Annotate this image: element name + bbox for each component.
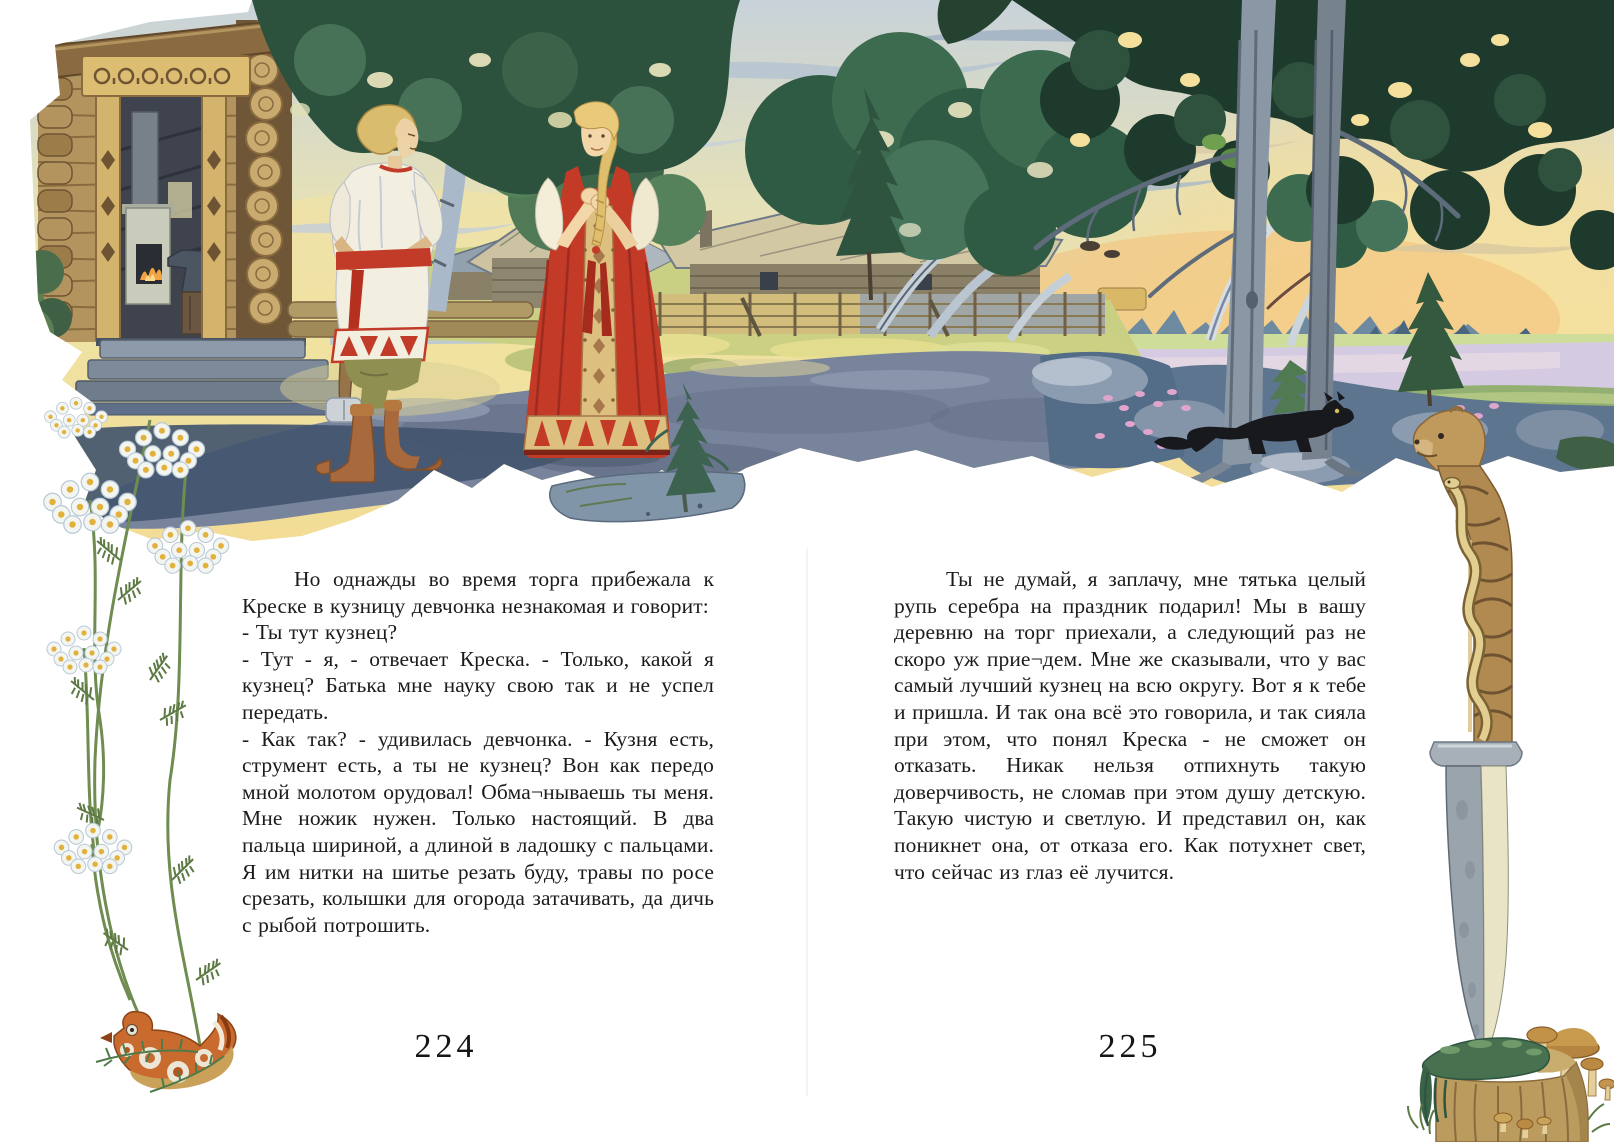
right-page-text: [894, 566, 1366, 885]
page-number-left: 224: [414, 1028, 478, 1065]
carved-bear-knife: [1413, 408, 1522, 1059]
forge: [122, 204, 174, 304]
log-ends: [246, 20, 282, 324]
forge-hood: [132, 112, 158, 208]
page-number-right: 225: [1098, 1028, 1162, 1065]
dialogue-line: - Тут - я, - отвечает Креска. - Только, какой я кузнец? Батька мне науку свою так и не успел передать.: [242, 646, 714, 724]
stump-with-mushrooms: [1408, 1027, 1614, 1142]
beak: [100, 1032, 112, 1043]
stone-slab: [550, 472, 745, 522]
dialogue-line: - Как так? - удивилась девчонка. - Кузня есть, струмент есть, а ты не кузнец? Вон как передо мной молотом орудовал! Обма¬нываешь ты меня. Мне ножик нужен. Только настоящий. В два пальца шириной, а длиной в ладошку с пальцами. Я им нитки на шитье резать буду, травы по росе срезать, колышки для огорода затачивать, да дичь с рыбой потрошить.: [242, 726, 714, 937]
paragraph: Но однажды во время торга прибежала к Креске в кузницу девчонка незнакомая и говорит:: [242, 567, 714, 618]
braid-tie: [592, 246, 600, 254]
dialogue-line: - Ты тут кузнец?: [242, 620, 398, 645]
top-illustration: [0, 0, 1614, 545]
left-page-text: [242, 566, 714, 938]
snake-head: [1444, 478, 1460, 489]
blade-right-facet: [1481, 766, 1508, 1058]
paragraph: Ты не думай, я заплачу, мне тятька целый рупь серебра на праздник подарил! Мы в вашу деревню на торг приехали, а следующий раз не скоро уж прие¬дем. Мне же сказывали, что у вас самый лучший кузнец на всю округу. Вот я к тебе и пришла. И так она всё это говорила, и так сияла при этом, что понял Креска - не сможет он отказать. Никак нельзя отпихнуть такую доверчивость, не сломав при этом душу детскую. Такую чистую и светлую. И представил он, как поникнет она, от отказа его. Как потухнет свет, что сейчас из глаз её лучится.: [894, 567, 1366, 884]
